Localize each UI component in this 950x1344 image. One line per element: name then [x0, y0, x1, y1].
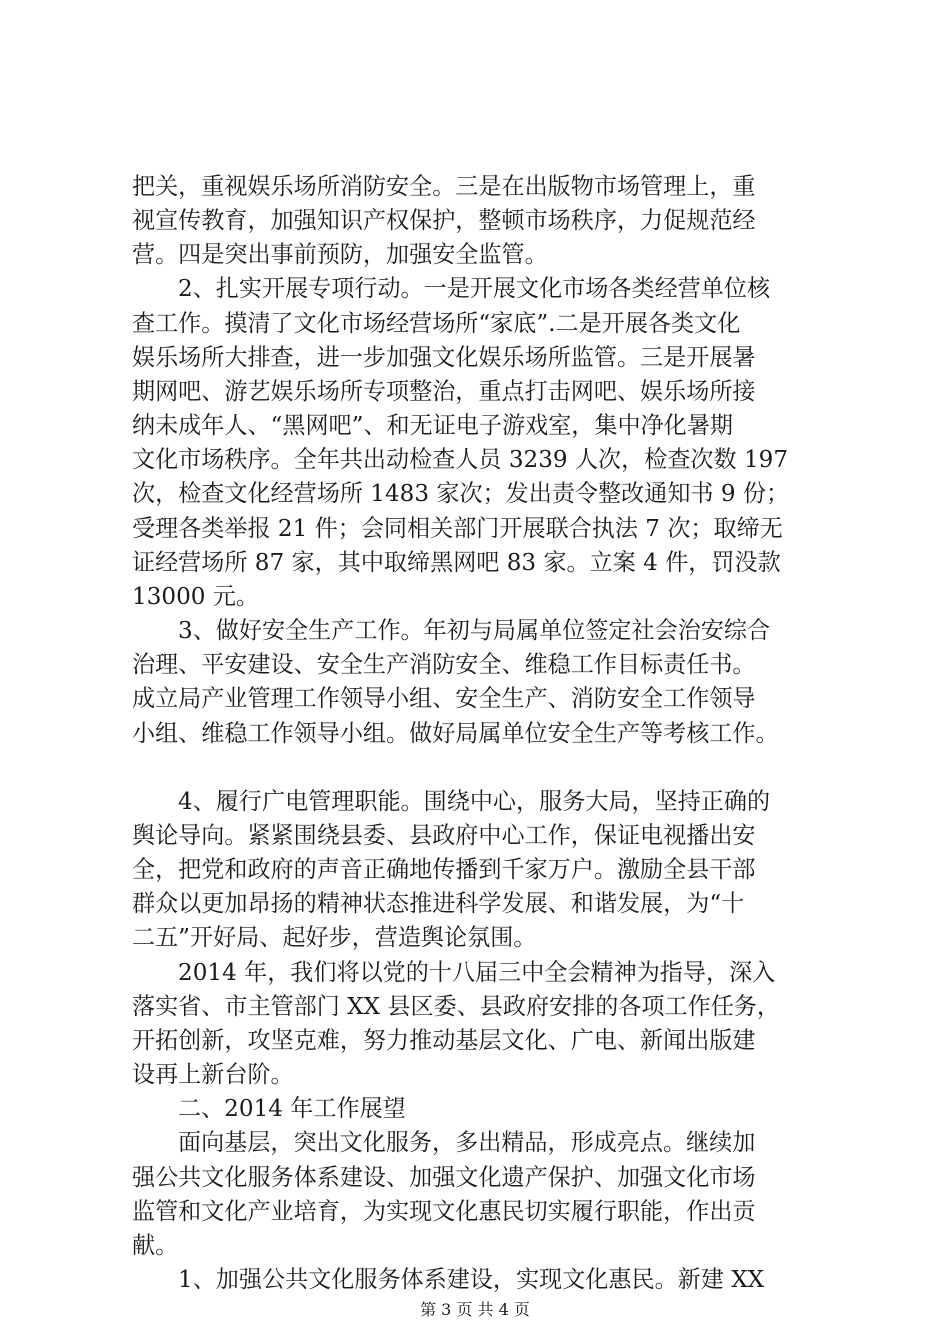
text-line: 开拓创新，攻坚克难，努力推动基层文化、广电、新闻出版建: [132, 1028, 756, 1054]
text-line: 舆论导向。紧紧围绕县委、县政府中心工作，保证电视播出安: [132, 823, 756, 849]
text-line: 治理、平安建设、安全生产消防安全、维稳工作目标责任书。: [132, 652, 756, 678]
text-line: 设再上新台阶。: [132, 1062, 294, 1088]
text-line: 文化市场秩序。全年共出动检查人员 3239 人次，检查次数 197: [132, 447, 789, 473]
paragraph-first-line: 2014 年，我们将以党的十八届三中全会精神为指导，深入: [178, 960, 776, 986]
page-footer: 第 3 页 共 4 页: [420, 1300, 530, 1319]
text-line: 全，把党和政府的声音正确地传播到千家万户。激励全县干部: [132, 857, 756, 883]
text-line: 受理各类举报 21 件；会同相关部门开展联合执法 7 次；取缔无: [132, 516, 783, 542]
paragraph-first-line: 2、扎实开展专项行动。一是开展文化市场各类经营单位核: [178, 276, 771, 302]
text-line: 二五”开好局、起好步，营造舆论氛围。: [132, 925, 537, 951]
text-line: 期网吧、游艺娱乐场所专项整治，重点打击网吧、娱乐场所接: [132, 379, 756, 405]
paragraph-first-line: 4、履行广电管理职能。围绕中心，服务大局，坚持正确的: [178, 789, 771, 815]
text-line: 证经营场所 87 家，其中取缔黑网吧 83 家。立案 4 件，罚没款: [132, 550, 781, 576]
text-line: 群众以更加昂扬的精神状态推进科学发展、和谐发展，为“十: [132, 891, 745, 917]
text-line: 献。: [132, 1233, 179, 1259]
text-line: 强公共文化服务体系建设、加强文化遗产保护、加强文化市场: [132, 1165, 756, 1191]
text-line: 把关，重视娱乐场所消防安全。三是在出版物市场管理上，重: [132, 174, 756, 200]
text-line: 小组、维稳工作领导小组。做好局属单位安全生产等考核工作。: [132, 721, 779, 747]
text-line: 娱乐场所大排查，进一步加强文化娱乐场所监管。三是开展暑: [132, 345, 756, 371]
text-line: 营。四是突出事前预防，加强安全监管。: [132, 242, 548, 268]
section-heading: 二、2014 年工作展望: [178, 1096, 406, 1122]
text-line: 纳未成年人、“黑网吧”、和无证电子游戏室，集中净化暑期: [132, 413, 733, 439]
text-line: 视宣传教育，加强知识产权保护，整顿市场秩序，力促规范经: [132, 208, 756, 234]
paragraph-first-line: 3、做好安全生产工作。年初与局属单位签定社会治安综合: [178, 618, 771, 644]
text-line: 监管和文化产业培育，为实现文化惠民切实履行职能，作出贡: [132, 1199, 756, 1225]
text-line: 查工作。摸清了文化市场经营场所“家底”.二是开展各类文化: [132, 311, 741, 337]
paragraph-first-line: 面向基层，突出文化服务，多出精品，形成亮点。继续加: [178, 1130, 756, 1156]
paragraph-first-line: 1、加强公共文化服务体系建设，实现文化惠民。新建 XX: [178, 1267, 765, 1293]
text-line: 落实省、市主管部门 XX 县区委、县政府安排的各项工作任务，: [132, 994, 780, 1020]
text-line: 成立局产业管理工作领导小组、安全生产、消防安全工作领导: [132, 686, 756, 712]
text-line: 次，检查文化经营场所 1483 家次；发出责令整改通知书 9 份；: [132, 481, 790, 507]
text-line: 13000 元。: [132, 584, 259, 610]
